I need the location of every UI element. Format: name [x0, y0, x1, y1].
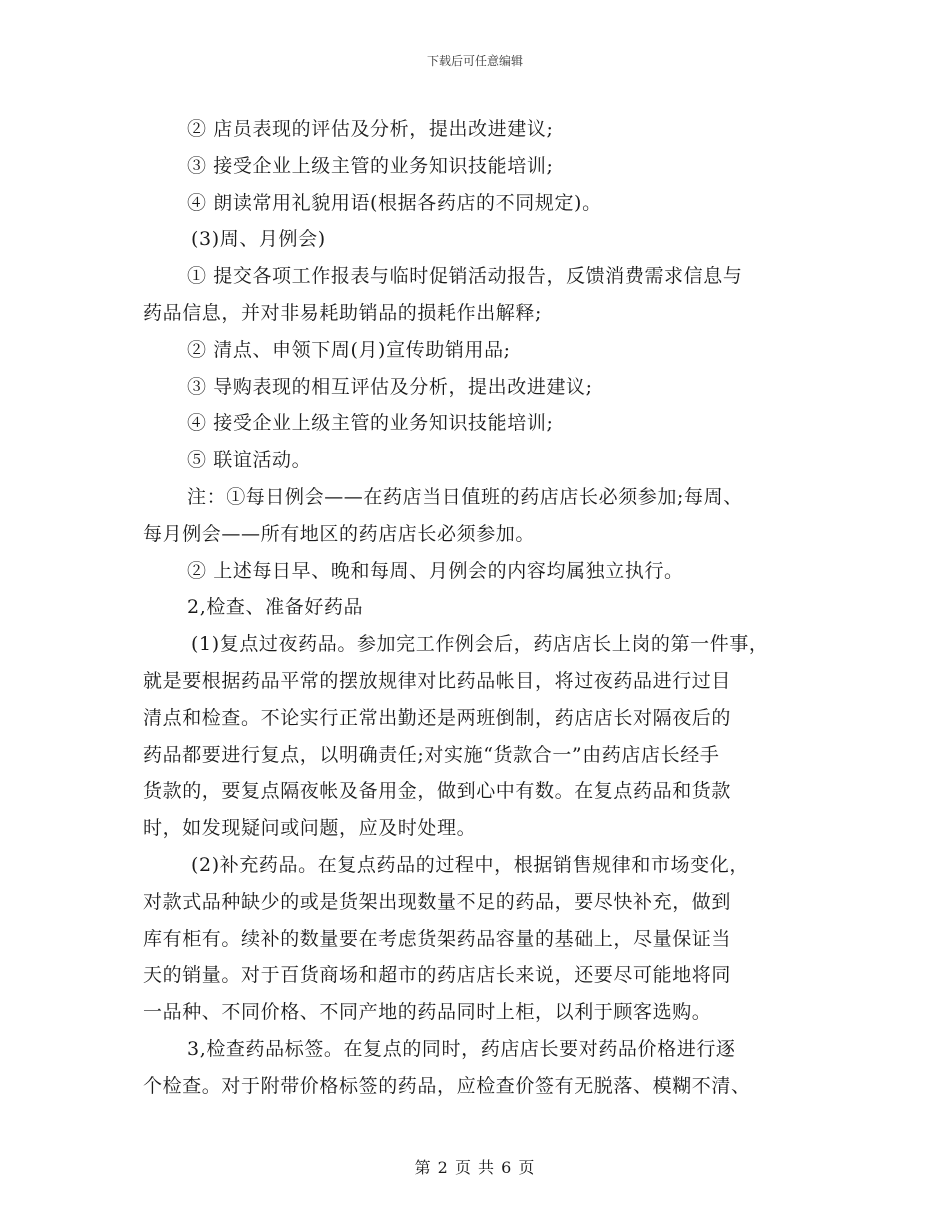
text-line: ② 清点、申领下周(月)宣传助销用品; [187, 338, 511, 361]
text-line: 一品种、不同价格、不同产地的药品同时上柜，以利于顾客选购。 [143, 1001, 712, 1024]
text-line: 注：①每日例会——在药店当日值班的药店店长必须参加;每周、 [187, 485, 743, 508]
text-line: 天的销量。对于百货商场和超市的药店店长来说，还要尽可能地将同 [143, 964, 732, 987]
text-line: 药品都要进行复点，以明确责任;对实施“货款合一”由药店店长经手 [143, 743, 720, 766]
text-line: 对款式品种缺少的或是货架出现数量不足的药品，要尽快补充，做到 [143, 890, 732, 913]
text-line: (2)补充药品。在复点药品的过程中，根据销售规律和市场变化， [191, 853, 749, 876]
text-line: (3)周、月例会) [191, 228, 326, 251]
text-line: 每月例会——所有地区的药店店长必须参加。 [143, 522, 536, 545]
page-header: 下载后可任意编辑 [426, 54, 523, 68]
text-line: ④ 接受企业上级主管的业务知识技能培训; [187, 412, 554, 435]
text-line: ② 上述每日早、晚和每周、月例会的内容均属独立执行。 [187, 559, 684, 582]
text-line: 货款的，要复点隔夜帐及备用金，做到心中有数。在复点药品和货款 [143, 780, 732, 803]
text-line: ④ 朗读常用礼貌用语(根据各药店的不同规定)。 [187, 191, 602, 214]
text-line: ① 提交各项工作报表与临时促销活动报告，反馈消费需求信息与 [187, 265, 743, 288]
text-line: ⑤ 联谊活动。 [187, 449, 312, 472]
text-line: 时，如发现疑问或问题，应及时处理。 [143, 817, 477, 840]
text-line: ② 店员表现的评估及分析，提出改进建议; [187, 118, 554, 140]
text-line: 清点和检查。不论实行正常出勤还是两班倒制，药店店长对隔夜后的 [143, 706, 732, 729]
text-line: 3,检查药品标签。在复点的同时，药店店长要对药品价格进行逐 [187, 1037, 736, 1060]
text-line: 就是要根据药品平常的摆放规律对比药品帐目，将过夜药品进行过目 [143, 669, 732, 692]
document-body [143, 111, 813, 1105]
text-line: 2,检查、准备好药品 [187, 596, 364, 619]
text-line: ③ 导购表现的相互评估及分析，提出改进建议; [187, 375, 593, 398]
text-line: 药品信息，并对非易耗助销品的损耗作出解释; [143, 301, 543, 324]
text-line: (1)复点过夜药品。参加完工作例会后，药店店长上岗的第一件事， [191, 633, 769, 656]
text-line: ③ 接受企业上级主管的业务知识技能培训; [187, 154, 554, 177]
page-footer: 第 2 页 共 6 页 [414, 1158, 536, 1177]
text-line: 个检查。对于附带价格标签的药品，应检查价签有无脱落、模糊不清、 [143, 1074, 751, 1097]
text-line: 库有柜有。续补的数量要在考虑货架药品容量的基础上，尽量保证当 [143, 927, 732, 950]
